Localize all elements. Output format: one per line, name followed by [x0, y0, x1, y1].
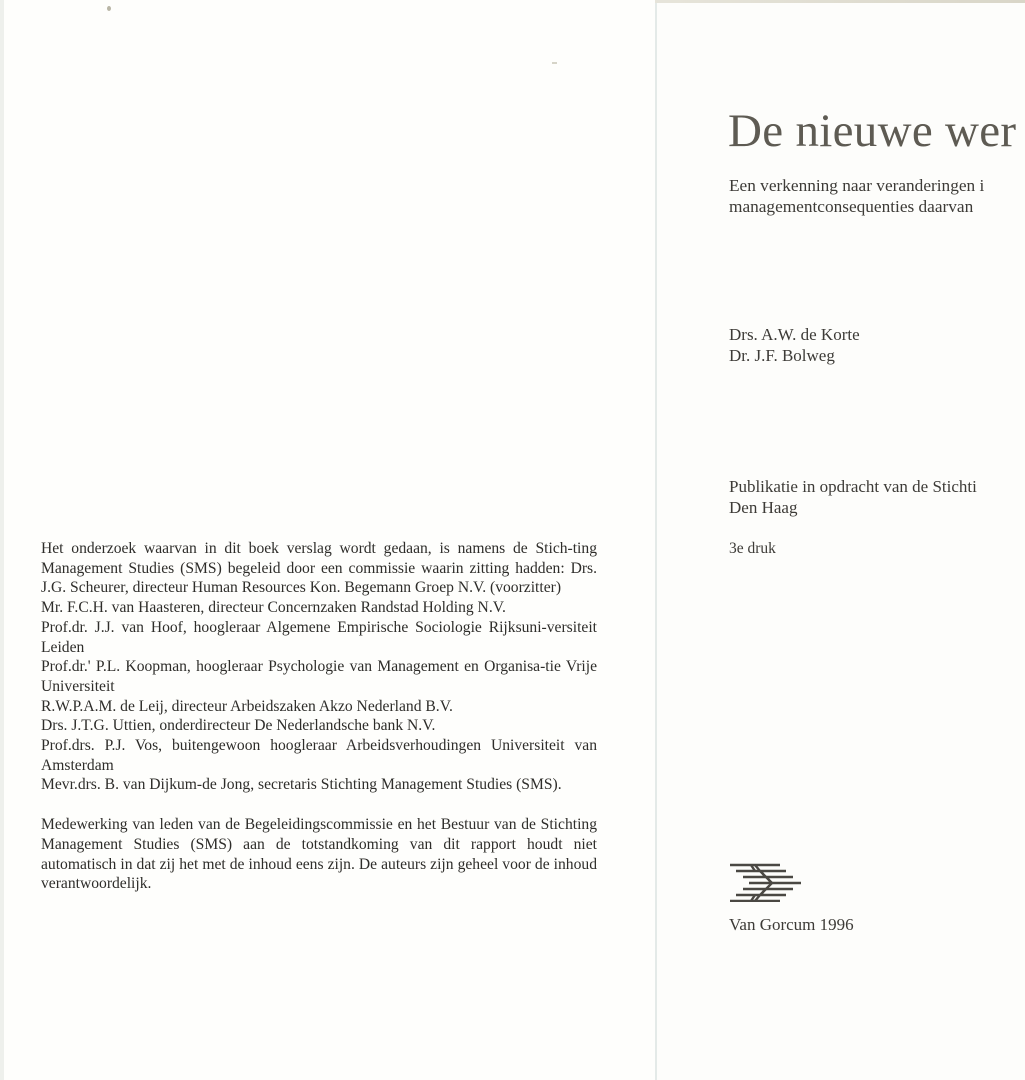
paragraph-spacer	[41, 795, 597, 815]
committee-member: Prof.dr.' P.L. Koopman, hoogleraar Psychologie van Management en Organisa-tie Vrije Universiteit	[41, 658, 597, 695]
publication-line: Den Haag	[729, 498, 798, 517]
committee-intro: Het onderzoek waarvan in dit boek verslag wordt gedaan, is namens de Stich-ting Management Studies (SMS) begeleid door een commissie waarin zitting hadden: Drs. J.G. Scheurer, directeur Human Resources Kon. Begemann Groep N.V. (voorzitter)	[41, 540, 597, 597]
committee-member: Drs. J.T.G. Uttien, onderdirecteur De Nederlandsche bank N.V.	[41, 717, 436, 735]
publisher-imprint: Van Gorcum 1996	[729, 915, 854, 934]
committee-secretary: Mevr.drs. B. van Dijkum-de Jong, secretaris Stichting Management Studies (SMS).	[41, 776, 562, 794]
author-list	[729, 324, 860, 366]
book-subtitle	[729, 175, 984, 217]
subtitle-line: Een verkenning naar veranderingen i	[729, 176, 985, 195]
subtitle-line: managementconsequenties daarvan	[729, 197, 974, 216]
publication-note	[729, 476, 977, 518]
committee-text	[41, 539, 597, 894]
committee-member: R.W.P.A.M. de Leij, directeur Arbeidszaken Akzo Nederland B.V.	[41, 697, 453, 715]
publication-line: Publikatie in opdracht van de Stichti	[729, 477, 977, 496]
committee-member: Prof.drs. P.J. Vos, buitengewoon hoogleraar Arbeidsverhoudingen Universiteit van Amsterdam	[41, 737, 597, 774]
paper-mark	[552, 62, 557, 64]
van-gorcum-logo-icon	[729, 862, 804, 902]
committee-member: Prof.dr. J.J. van Hoof, hoogleraar Algemene Empirische Sociologie Rijksuni-versiteit Leiden	[41, 618, 597, 656]
disclaimer-text: Medewerking van leden van de Begeleidingscommissie en het Bestuur van de Stichting Management Studies (SMS) aan de totstandkoming van dit rapport houdt niet automatisch in dat zij het met de inhoud eens zijn. De auteurs zijn geheel voor de inhoud verantwoordelijk.	[41, 816, 597, 893]
book-title: De nieuwe wer	[728, 105, 1017, 157]
author-name: Drs. A.W. de Korte	[729, 325, 860, 344]
author-name: Dr. J.F. Bolweg	[729, 346, 835, 365]
edition-label: 3e druk	[729, 540, 776, 557]
paper-speck	[107, 6, 111, 11]
committee-member: Mr. F.C.H. van Haasteren, directeur Concernzaken Randstad Holding N.V.	[41, 599, 506, 617]
